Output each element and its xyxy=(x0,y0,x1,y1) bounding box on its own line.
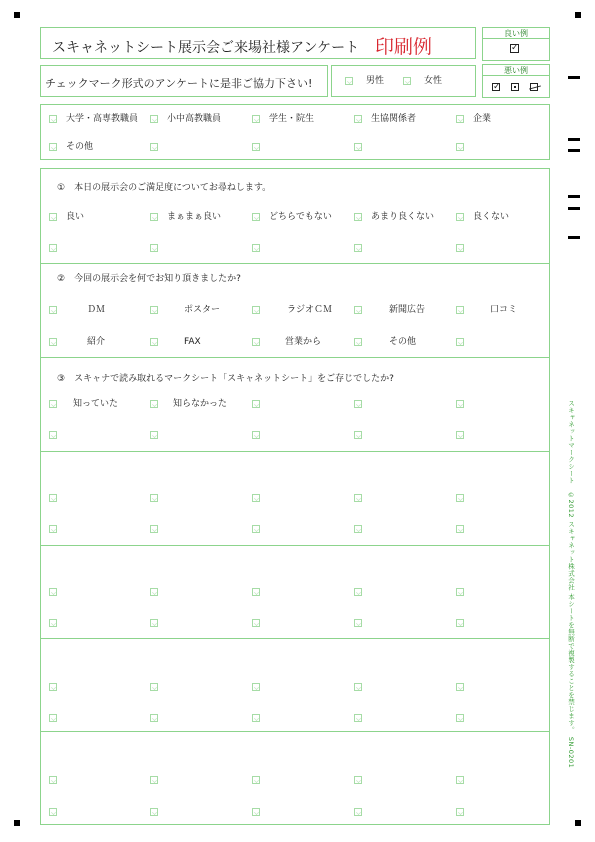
question-3-text: ③ スキャナで読み取れるマークシート「スキャネットシート」をご存じでしたか? xyxy=(57,374,394,384)
empty-checkbox[interactable] xyxy=(354,431,362,439)
empty-checkbox[interactable] xyxy=(456,338,464,346)
empty-checkbox[interactable] xyxy=(252,588,260,596)
empty-checkbox[interactable] xyxy=(252,683,260,691)
q1-checkbox[interactable] xyxy=(354,213,362,221)
empty-checkbox[interactable] xyxy=(49,431,57,439)
empty-checkbox[interactable] xyxy=(49,494,57,502)
empty-checkbox[interactable] xyxy=(456,431,464,439)
occupation-label: 学生・院生 xyxy=(269,114,315,124)
gender-female-checkbox[interactable] xyxy=(403,77,411,85)
empty-checkbox[interactable] xyxy=(354,143,362,151)
q2-checkbox[interactable] xyxy=(456,306,464,314)
empty-checkbox[interactable] xyxy=(150,588,158,596)
occupation-label: 小中高教職員 xyxy=(167,114,222,124)
empty-checkbox[interactable] xyxy=(252,244,260,252)
divider xyxy=(41,731,549,732)
empty-checkbox[interactable] xyxy=(456,683,464,691)
empty-checkbox[interactable] xyxy=(354,714,362,722)
good-example-check-icon: ✓ xyxy=(511,43,519,53)
occupation-checkbox[interactable] xyxy=(456,115,464,123)
occupation-checkbox[interactable] xyxy=(150,115,158,123)
empty-checkbox[interactable] xyxy=(252,494,260,502)
q2-option-label: ポスター xyxy=(184,305,221,315)
empty-checkbox[interactable] xyxy=(150,143,158,151)
q2-checkbox[interactable] xyxy=(150,338,158,346)
q1-checkbox[interactable] xyxy=(150,213,158,221)
empty-checkbox[interactable] xyxy=(354,244,362,252)
occupation-box xyxy=(40,104,550,160)
occupation-checkbox[interactable] xyxy=(354,115,362,123)
empty-checkbox[interactable] xyxy=(49,683,57,691)
registration-mark-bottom-left xyxy=(14,820,20,826)
q1-option-label: まぁまぁ良い xyxy=(167,212,222,222)
q3-checkbox[interactable] xyxy=(49,400,57,408)
empty-checkbox[interactable] xyxy=(49,714,57,722)
occupation-checkbox[interactable] xyxy=(49,115,57,123)
empty-checkbox[interactable] xyxy=(252,400,260,408)
q1-checkbox[interactable] xyxy=(456,213,464,221)
q2-checkbox[interactable] xyxy=(354,306,362,314)
bad-example-dot-icon xyxy=(511,83,519,91)
empty-checkbox[interactable] xyxy=(49,588,57,596)
empty-checkbox[interactable] xyxy=(252,143,260,151)
empty-checkbox[interactable] xyxy=(252,808,260,816)
empty-checkbox[interactable] xyxy=(354,588,362,596)
empty-checkbox[interactable] xyxy=(252,776,260,784)
q1-option-label: あまり良くない xyxy=(371,212,435,222)
gender-female-label: 女性 xyxy=(424,76,443,86)
questions-box xyxy=(40,168,550,825)
empty-checkbox[interactable] xyxy=(456,776,464,784)
divider xyxy=(41,263,549,264)
empty-checkbox[interactable] xyxy=(456,588,464,596)
empty-checkbox[interactable] xyxy=(456,525,464,533)
q2-checkbox[interactable] xyxy=(150,306,158,314)
q2-option-label: ＤＭ xyxy=(87,305,106,315)
empty-checkbox[interactable] xyxy=(150,431,158,439)
empty-checkbox[interactable] xyxy=(252,714,260,722)
side-copyright-text: スキャネットマークシート ©2012 スキャネット株式会社 本シートを無断で複製することを禁じます。 SN-0201 xyxy=(567,400,575,769)
timing-mark xyxy=(568,195,580,198)
bad-example-check-icon: ✓ xyxy=(493,82,501,92)
q3-checkbox[interactable] xyxy=(150,400,158,408)
q1-option-label: どちらでもない xyxy=(269,212,332,222)
occupation-label: 企業 xyxy=(473,114,492,124)
q2-checkbox[interactable] xyxy=(252,306,260,314)
gender-male-checkbox[interactable] xyxy=(345,77,353,85)
empty-checkbox[interactable] xyxy=(456,400,464,408)
divider xyxy=(41,638,549,639)
timing-mark xyxy=(568,76,580,79)
occupation-label: 生協関係者 xyxy=(371,114,417,124)
q2-checkbox[interactable] xyxy=(252,338,260,346)
q3-option-label: 知らなかった xyxy=(173,399,228,409)
empty-checkbox[interactable] xyxy=(354,619,362,627)
empty-checkbox[interactable] xyxy=(150,619,158,627)
empty-checkbox[interactable] xyxy=(150,776,158,784)
question-1-text: ① 本日の展示会のご満足度についてお尋ねします。 xyxy=(57,183,272,193)
empty-checkbox[interactable] xyxy=(150,714,158,722)
empty-checkbox[interactable] xyxy=(354,525,362,533)
occupation-label: 大学・高専教職員 xyxy=(66,114,139,124)
empty-checkbox[interactable] xyxy=(49,525,57,533)
empty-checkbox[interactable] xyxy=(150,494,158,502)
q2-option-label: ラジオＣＭ xyxy=(287,305,333,315)
bad-example-strike-icon xyxy=(530,83,538,91)
timing-mark xyxy=(568,149,580,152)
empty-checkbox[interactable] xyxy=(49,808,57,816)
occupation-checkbox[interactable] xyxy=(49,143,57,151)
timing-mark xyxy=(568,236,580,239)
good-example-label: 良い例 xyxy=(504,29,528,38)
q2-checkbox[interactable] xyxy=(354,338,362,346)
empty-checkbox[interactable] xyxy=(150,525,158,533)
empty-checkbox[interactable] xyxy=(49,244,57,252)
divider xyxy=(41,545,549,546)
empty-checkbox[interactable] xyxy=(354,400,362,408)
q2-option-label: その他 xyxy=(389,337,417,347)
page-title: スキャネットシート展示会ご来場社様アンケート xyxy=(52,40,360,56)
occupation-checkbox[interactable] xyxy=(252,115,260,123)
registration-mark-top-right xyxy=(575,12,581,18)
q2-checkbox[interactable] xyxy=(49,306,57,314)
empty-checkbox[interactable] xyxy=(456,244,464,252)
divider xyxy=(41,357,549,358)
empty-checkbox[interactable] xyxy=(252,525,260,533)
q1-option-label: 良くない xyxy=(473,212,510,222)
empty-checkbox[interactable] xyxy=(49,619,57,627)
q2-option-label: 新聞広告 xyxy=(389,305,426,315)
q2-option-label: 口コミ xyxy=(490,305,518,315)
empty-checkbox[interactable] xyxy=(354,683,362,691)
empty-checkbox[interactable] xyxy=(456,808,464,816)
subtitle: チェックマーク形式のアンケートに是非ご協力下さい! xyxy=(45,77,313,90)
q2-option-label: 紹介 xyxy=(87,337,106,347)
q1-checkbox[interactable] xyxy=(252,213,260,221)
empty-checkbox[interactable] xyxy=(456,714,464,722)
bad-example-label: 悪い例 xyxy=(504,66,528,75)
occupation-label: その他 xyxy=(66,142,94,152)
empty-checkbox[interactable] xyxy=(252,431,260,439)
empty-checkbox[interactable] xyxy=(456,619,464,627)
timing-mark xyxy=(568,207,580,210)
empty-checkbox[interactable] xyxy=(354,776,362,784)
divider xyxy=(41,451,549,452)
q3-option-label: 知っていた xyxy=(73,399,119,409)
empty-checkbox[interactable] xyxy=(354,494,362,502)
empty-checkbox[interactable] xyxy=(150,683,158,691)
empty-checkbox[interactable] xyxy=(354,808,362,816)
q2-option-label: 営業から xyxy=(285,337,322,347)
empty-checkbox[interactable] xyxy=(252,619,260,627)
gender-male-label: 男性 xyxy=(366,76,385,86)
q2-checkbox[interactable] xyxy=(49,338,57,346)
registration-mark-top-left xyxy=(14,12,20,18)
timing-mark xyxy=(568,138,580,141)
question-2-text: ② 今回の展示会を何でお知り頂きましたか? xyxy=(57,274,241,284)
q2-option-label: FAX xyxy=(184,337,201,347)
empty-checkbox[interactable] xyxy=(150,808,158,816)
print-example-label: 印刷例 xyxy=(375,36,433,58)
empty-checkbox[interactable] xyxy=(150,244,158,252)
empty-checkbox[interactable] xyxy=(49,776,57,784)
q1-option-label: 良い xyxy=(66,212,85,222)
q1-checkbox[interactable] xyxy=(49,213,57,221)
empty-checkbox[interactable] xyxy=(456,143,464,151)
empty-checkbox[interactable] xyxy=(456,494,464,502)
registration-mark-bottom-right xyxy=(575,820,581,826)
